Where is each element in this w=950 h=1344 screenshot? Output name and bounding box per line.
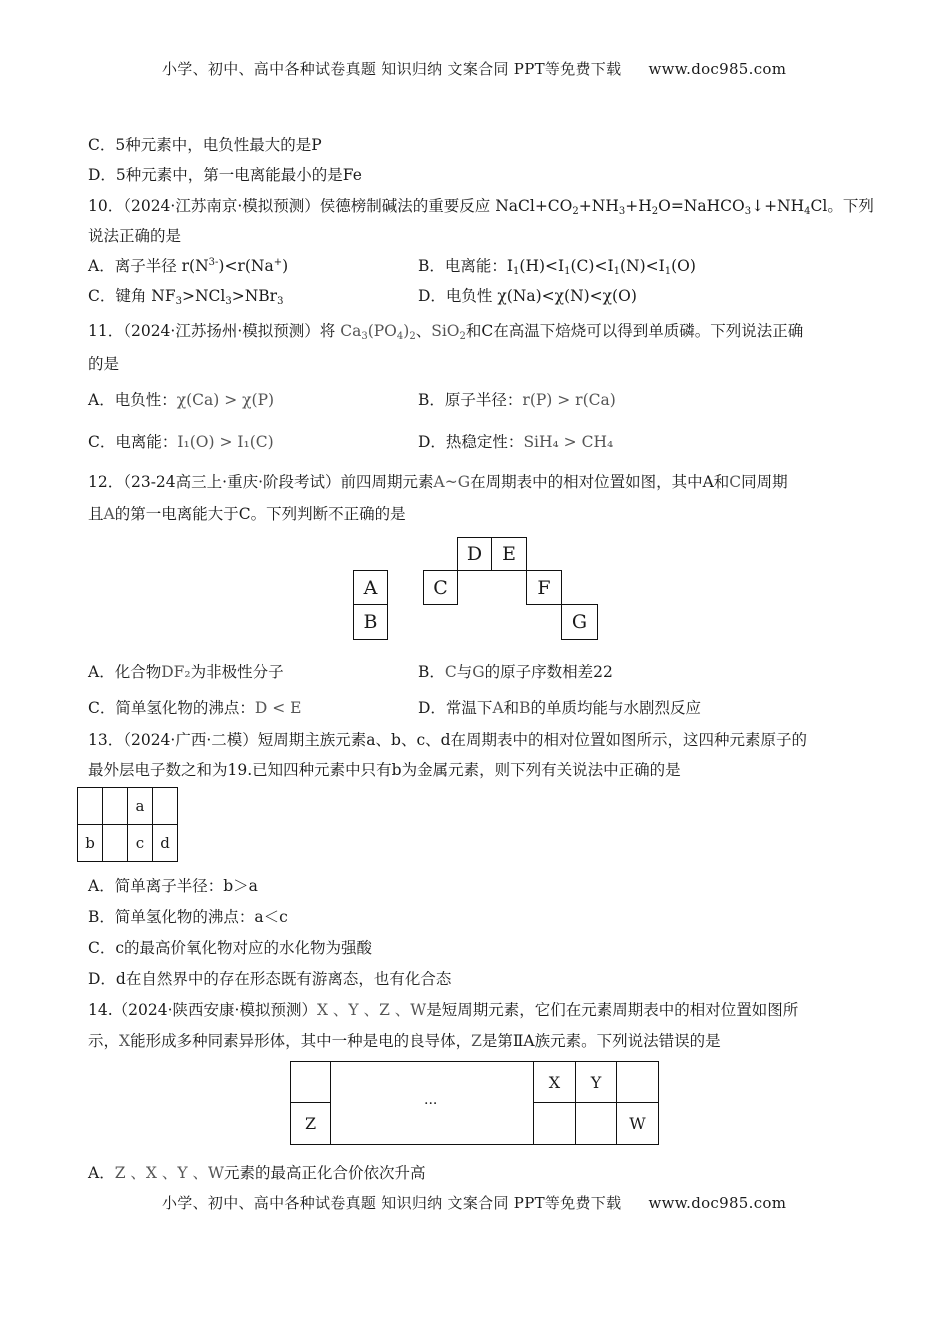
q14-line2-x: X xyxy=(119,1032,131,1050)
q12-option-d xyxy=(418,696,701,718)
q13-cell xyxy=(103,788,128,825)
q10-option-a: A．离子半径 $r(N^{3-})<r(Na^+)$ xyxy=(88,257,289,275)
q10-option-c-text: C．键角 NF xyxy=(88,287,176,305)
q10-option-b-text: B．电离能：I xyxy=(418,257,514,275)
q14-line2-z: Z xyxy=(471,1032,482,1050)
q14-stem-post: 是短周期元素，它们在元素周期表中的相对位置如图所 xyxy=(426,1001,799,1019)
q11-stem-text: 11．（2024·江苏扬州·模拟预测）将 xyxy=(88,322,336,340)
q14-option-a-label: A． xyxy=(88,1164,115,1182)
footer-text: 小学、初中、高中各种试卷真题 知识归纳 文案合同 PPT等免费下载 xyxy=(162,1194,622,1212)
q12-cell-b: B xyxy=(353,604,388,640)
q13-option-d: D．d在自然界中的存在形态既有游离态，也有化合态 xyxy=(88,970,452,988)
q11-option-b-math: r(P) > r(Ca) xyxy=(522,391,616,409)
q12-cell-g: G xyxy=(561,604,598,640)
q12-option-b-post: 的原子序数相差22 xyxy=(484,663,613,681)
q12-stem-range: A~G xyxy=(433,473,471,491)
q11-option-c-math: I₁(O) > I₁(C) xyxy=(177,433,274,451)
q14-cell-empty xyxy=(575,1102,617,1145)
q11-option-b xyxy=(418,388,616,410)
q11-option-c-label: C．电离能： xyxy=(88,433,178,451)
q13-stem-line2: 最外层电子数之和为19.已知四种元素中只有b为金属元素，则下列有关说法中正确的是 xyxy=(88,761,681,779)
q11-stem: 11．（2024·江苏扬州·模拟预测）将 $Ca_3(PO_4)_2$、SiO$_2$和C在高温下焙烧可以得到单质磷。下列说法正确 xyxy=(88,322,804,342)
q14-option-a-post: 元素的最高正化合价依次升高 xyxy=(223,1164,426,1182)
q14-cell-x: X xyxy=(533,1061,576,1103)
q12-option-a-post: 为非极性分子 xyxy=(190,663,284,681)
q13-option-b: B．简单氢化物的沸点：a＜c xyxy=(88,908,288,926)
q13-cell xyxy=(78,788,103,825)
q13-cell xyxy=(103,825,128,862)
q12-option-c-label: C．简单氢化物的沸点： xyxy=(88,699,255,717)
q12-option-d-mid: 和 xyxy=(503,699,520,717)
q9-option-d: D．5种元素中，第一电离能最小的是Fe xyxy=(88,166,362,184)
q10-option-a-text: A．离子半径 r(N xyxy=(88,257,209,275)
q12-stem-c: C xyxy=(729,473,742,491)
q12-line2-a: A xyxy=(103,505,115,523)
q12-option-a xyxy=(88,660,284,682)
q12-option-d-post: 的单质均能与水剧烈反应 xyxy=(530,699,702,717)
q10-option-c: C．键角 $NF_3>NCl_3>NBr_3$ xyxy=(88,287,284,307)
q12-cell-e: E xyxy=(491,537,527,571)
q10-stem: 10．（2024·江苏南京·模拟预测）侯德榜制碱法的重要反应 $NaCl+CO_2+NH_3+H_2O=NaHCO_3↓+NH_4Cl$。下列 xyxy=(88,197,874,217)
q12-cell-f: F xyxy=(526,570,562,605)
q12-stem-pre: 12．（23-24高三上·重庆·阶段考试）前四周期元素 xyxy=(88,473,434,491)
q11-option-a xyxy=(88,388,274,410)
q10-option-b: B．电离能：$I_1(H)<I_1(C)<I_1(N)<I_1(O)$ xyxy=(418,257,696,277)
q12-cell-c: C xyxy=(423,570,458,605)
q13-option-a: A．简单离子半径：b＞a xyxy=(88,877,258,895)
q13-figure-table xyxy=(77,787,178,862)
q11-option-b-label: B．原子半径： xyxy=(418,391,523,409)
q14-stem-pre: 14.（2024·陕西安康·模拟预测） xyxy=(88,1001,317,1019)
q12-option-b-g: G xyxy=(472,663,485,681)
q14-stem-line2 xyxy=(88,1029,721,1051)
q14-line2-pre: 示， xyxy=(88,1032,120,1050)
q14-line2-post: 是第ⅡA族元素。下列说法错误的是 xyxy=(481,1032,721,1050)
q11-stem-line2: 的是 xyxy=(88,355,120,373)
q13-stem: 13．（2024·广西·二模）短周期主族元素a、b、c、d在周期表中的相对位置如图所示，这四种元素原子的 xyxy=(88,731,808,749)
q13-cell-d: d xyxy=(153,825,178,862)
q12-option-d-a: A xyxy=(492,699,504,717)
q14-line2-mid: 能形成多种同素异形体，其中一种是电的良导体， xyxy=(130,1032,472,1050)
footer-banner xyxy=(162,1192,786,1213)
q11-formula-sio2: SiO$_2$ xyxy=(431,322,466,342)
q14-option-a-vars: Z 、X 、Y 、W xyxy=(114,1164,224,1182)
q13-option-c: C．c的最高价氧化物对应的水化物为强酸 xyxy=(88,939,373,957)
q10-stem-text: 10．（2024·江苏南京·模拟预测）侯德榜制碱法的重要反应 NaCl+CO xyxy=(88,197,573,215)
q11-option-d-math: SiH₄ > CH₄ xyxy=(523,433,614,451)
footer-url[interactable]: www.doc985.com xyxy=(648,1194,787,1212)
q11-option-a-math: χ(Ca) > χ(P) xyxy=(176,391,275,409)
q12-option-b xyxy=(418,660,613,682)
q12-option-b-mid: 与 xyxy=(456,663,473,681)
q14-cell-z: Z xyxy=(290,1102,331,1145)
q9-option-c: C．5种元素中，电负性最大的是P xyxy=(88,136,322,154)
q11-option-c xyxy=(88,430,274,452)
q13-cell xyxy=(153,788,178,825)
q10-option-d: D．电负性 χ(Na)<χ(N)<χ(O) xyxy=(418,287,637,305)
q13-cell-b: b xyxy=(78,825,103,862)
q12-stem-mid: 在周期表中的相对位置如图，其中A和 xyxy=(470,473,730,491)
q12-option-b-c: C xyxy=(444,663,457,681)
q12-stem-end: 同周期 xyxy=(741,473,788,491)
q13-row-2 xyxy=(78,825,178,862)
q13-cell-c: c xyxy=(128,825,153,862)
q11-option-d xyxy=(418,430,613,452)
q14-cell-empty xyxy=(533,1102,576,1145)
q14-cell-top-left xyxy=(290,1061,331,1103)
q12-cell-d: D xyxy=(457,537,492,571)
q12-line2-post: 的第一电离能大于C。下列判断不正确的是 xyxy=(114,505,406,523)
q12-cell-a: A xyxy=(353,570,388,605)
q12-option-d-b: B xyxy=(519,699,531,717)
header-text: 小学、初中、高中各种试卷真题 知识归纳 文案合同 PPT等免费下载 xyxy=(162,60,622,78)
q12-stem-line2 xyxy=(88,502,406,524)
q13-row-1 xyxy=(78,788,178,825)
q14-cell-empty xyxy=(616,1061,659,1103)
q12-option-c xyxy=(88,696,301,718)
q12-option-b-label: B． xyxy=(418,663,445,681)
q14-cell-y: Y xyxy=(575,1061,617,1103)
q14-stem-vars: X 、Y 、Z 、W xyxy=(316,1001,427,1019)
header-url[interactable]: www.doc985.com xyxy=(648,60,787,78)
q10-stem-line2: 说法正确的是 xyxy=(88,227,182,245)
q14-stem xyxy=(88,998,798,1020)
header-banner xyxy=(162,58,786,79)
q12-option-a-math: DF₂ xyxy=(161,663,191,681)
q12-option-c-math: D < E xyxy=(254,699,302,717)
q12-line2-pre: 且 xyxy=(88,505,104,523)
q13-cell-a: a xyxy=(128,788,153,825)
q11-formula-ca3po42: $Ca_3(PO_4)_2$ xyxy=(340,322,416,342)
q14-cell-w: W xyxy=(616,1102,659,1145)
q14-option-a xyxy=(88,1161,425,1183)
q11-option-d-label: D．热稳定性： xyxy=(418,433,524,451)
q11-stem-post: 和C在高温下焙烧可以得到单质磷。下列说法正确 xyxy=(465,322,804,340)
q12-stem xyxy=(88,470,788,492)
q11-option-a-label: A．电负性： xyxy=(88,391,177,409)
q14-ellipsis: ... xyxy=(424,1092,438,1108)
q12-option-a-pre: A．化合物 xyxy=(88,663,162,681)
q12-option-d-pre: D．常温下 xyxy=(418,699,493,717)
